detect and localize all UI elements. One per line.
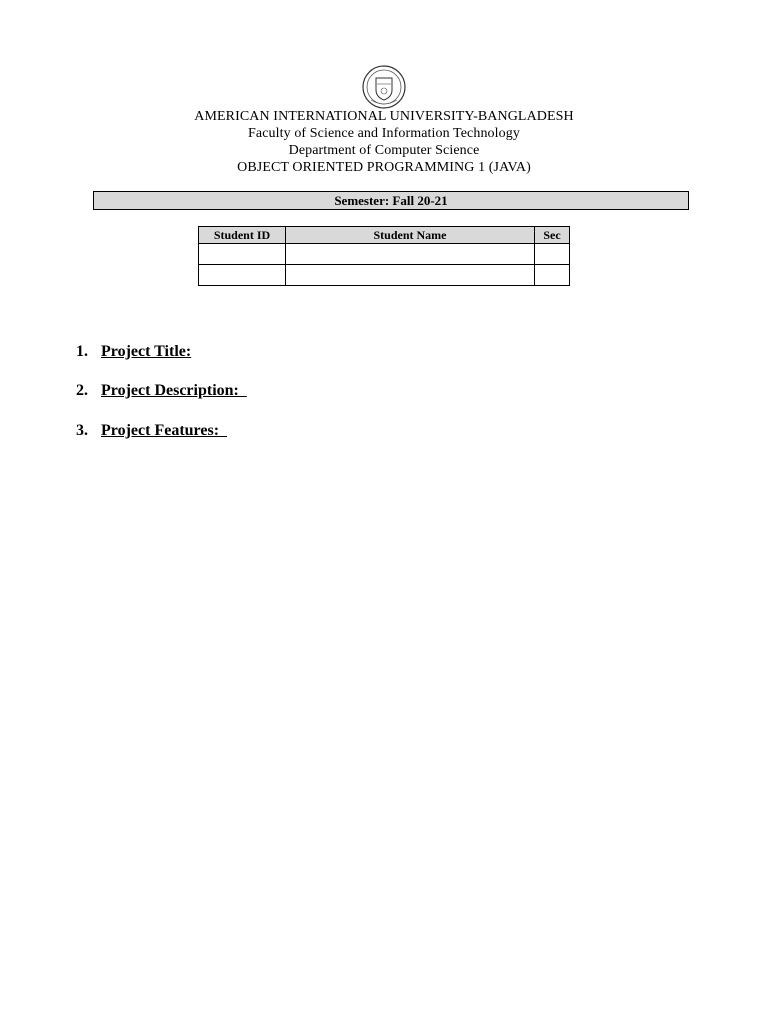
student-table	[198, 226, 570, 286]
section-number: 3.	[76, 422, 88, 439]
course-name: OBJECT ORIENTED PROGRAMMING 1 (JAVA)	[237, 160, 531, 175]
table-row	[199, 244, 570, 265]
university-logo	[359, 64, 409, 110]
student-id-cell[interactable]	[199, 244, 286, 265]
table-header-row	[199, 227, 570, 244]
sec-cell[interactable]	[535, 265, 570, 286]
column-header-sec: Sec	[535, 227, 570, 244]
section-label: Project Title:	[101, 343, 192, 360]
student-id-cell[interactable]	[199, 265, 286, 286]
table-row	[199, 265, 570, 286]
section-project-features	[68, 401, 227, 441]
section-number: 2.	[76, 382, 88, 399]
semester-bar: Semester: Fall 20-21	[93, 191, 689, 210]
section-project-title	[68, 322, 191, 362]
section-label: Project Description:	[101, 382, 247, 399]
department-name: Department of Computer Science	[288, 143, 480, 158]
sec-cell[interactable]	[535, 244, 570, 265]
section-number: 1.	[76, 343, 88, 360]
student-name-cell[interactable]	[286, 244, 535, 265]
section-project-description	[68, 361, 247, 401]
student-name-cell[interactable]	[286, 265, 535, 286]
section-label: Project Features:	[101, 422, 228, 439]
column-header-student-name: Student Name	[286, 227, 535, 244]
university-name: AMERICAN INTERNATIONAL UNIVERSITY-BANGLADESH	[194, 109, 574, 124]
faculty-name: Faculty of Science and Information Technology	[248, 126, 520, 141]
column-header-student-id: Student ID	[199, 227, 286, 244]
